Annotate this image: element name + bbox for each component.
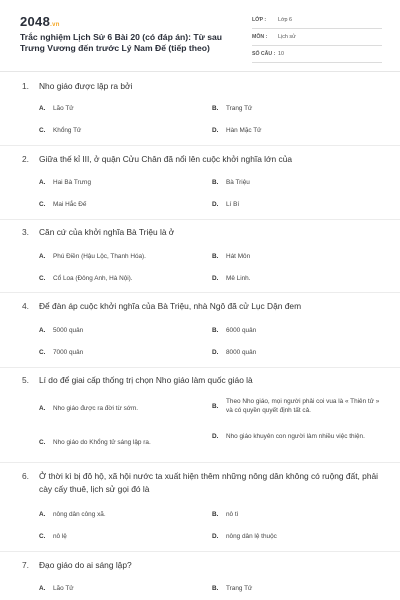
option-7a[interactable]	[39, 584, 199, 593]
option-1d[interactable]	[212, 126, 382, 135]
option-letter: C.	[39, 349, 46, 356]
page-title: Trắc nghiệm Lịch Sử 6 Bài 20 (có đáp án): Từ sau Trưng Vương đến trước Lý Nam Đế (tiếp theo)	[20, 32, 223, 53]
question-number: 6.	[22, 471, 29, 481]
option-letter: D.	[212, 275, 219, 282]
option-text: nô tì	[226, 511, 239, 518]
option-5b[interactable]	[212, 397, 382, 415]
option-letter: B.	[212, 253, 219, 260]
meta-label: SỐ CÂU :	[252, 51, 276, 57]
question-number: 1.	[22, 81, 29, 91]
question-number: 5.	[22, 375, 29, 385]
option-text: nông dân lệ thuộc	[226, 533, 277, 540]
option-letter: D.	[212, 349, 219, 356]
page-header	[20, 10, 382, 68]
option-text: Hát Môn	[226, 253, 251, 260]
option-6a[interactable]	[39, 510, 199, 519]
option-letter: D.	[212, 201, 219, 208]
option-letter: A.	[39, 405, 46, 412]
logo-suffix: .vn	[50, 22, 60, 28]
option-text: 5000 quân	[53, 327, 84, 334]
option-3b[interactable]	[212, 252, 382, 261]
meta-value: Lịch sử	[278, 34, 296, 40]
option-letter: D.	[212, 433, 219, 440]
option-4a[interactable]	[39, 326, 199, 335]
option-letter: C.	[39, 127, 46, 134]
option-letter: C.	[39, 439, 46, 446]
option-6c[interactable]	[39, 532, 199, 541]
question-7	[22, 559, 382, 572]
option-text: Lão Tử	[53, 585, 74, 592]
option-3d[interactable]	[212, 274, 382, 283]
option-text: 8000 quân	[226, 349, 257, 356]
option-4b[interactable]	[212, 326, 382, 335]
option-7b[interactable]	[212, 584, 382, 593]
question-number: 2.	[22, 154, 29, 164]
option-letter: B.	[212, 402, 219, 410]
option-3c[interactable]	[39, 274, 199, 283]
option-letter: D.	[212, 533, 219, 540]
option-text: Phú Điền (Hậu Lộc, Thanh Hóa).	[53, 253, 146, 260]
question-number: 7.	[22, 560, 29, 570]
option-letter: B.	[212, 179, 219, 186]
option-text: Nho giáo do Khổng tử sáng lập ra.	[53, 439, 151, 446]
meta-row-subject	[252, 29, 382, 46]
question-number: 3.	[22, 227, 29, 237]
option-text: Mai Hắc Đế	[53, 201, 87, 208]
question-divider	[0, 462, 400, 463]
option-2d[interactable]	[212, 200, 382, 209]
option-4c[interactable]	[39, 348, 199, 357]
option-letter: B.	[212, 511, 219, 518]
question-divider	[0, 367, 400, 368]
question-text: Lí do để giai cấp thống trị chọn Nho giáo làm quốc giáo là	[39, 375, 253, 385]
option-2a[interactable]	[39, 178, 199, 187]
meta-value: 10	[278, 51, 284, 57]
option-letter: A.	[39, 585, 46, 592]
option-text: Mê Linh.	[226, 275, 251, 282]
option-text: 7000 quân	[53, 349, 84, 356]
question-text: Căn cứ của khởi nghĩa Bà Triệu là ở	[39, 227, 175, 237]
option-text: Hàn Mặc Tử	[226, 127, 262, 134]
option-6d[interactable]	[212, 532, 382, 541]
question-divider	[0, 219, 400, 220]
question-divider	[0, 145, 400, 146]
option-letter: B.	[212, 105, 219, 112]
option-text: Bà Triệu	[226, 179, 250, 186]
option-text: Trang Tử	[226, 585, 253, 592]
option-text: Cổ Loa (Đông Anh, Hà Nội).	[53, 275, 133, 282]
option-6b[interactable]	[212, 510, 382, 519]
option-letter: D.	[212, 127, 219, 134]
option-letter: A.	[39, 105, 46, 112]
question-text: Giữa thế kỉ III, ở quận Cửu Chân đã nổi lên cuộc khởi nghĩa lớn của	[39, 154, 293, 164]
option-1b[interactable]	[212, 104, 382, 113]
question-divider	[0, 292, 400, 293]
meta-value: Lớp 6	[278, 17, 293, 23]
logo-main: 2048	[20, 14, 51, 29]
option-letter: A.	[39, 253, 46, 260]
question-3	[22, 226, 382, 239]
option-2b[interactable]	[212, 178, 382, 187]
question-text: Để đàn áp cuộc khởi nghĩa của Bà Triệu, nhà Ngô đã cử Lục Dận đem	[39, 301, 302, 311]
question-5	[22, 374, 382, 387]
question-1	[22, 80, 382, 93]
meta-row-count	[252, 46, 382, 63]
quiz-meta	[252, 12, 382, 63]
meta-label: MÔN :	[252, 34, 268, 40]
question-number: 4.	[22, 301, 29, 311]
option-letter: B.	[212, 585, 219, 592]
question-text: Đạo giáo do ai sáng lập?	[39, 560, 132, 570]
meta-row-class	[252, 12, 382, 29]
option-4d[interactable]	[212, 348, 382, 357]
question-6	[22, 470, 382, 495]
option-5a[interactable]	[39, 404, 199, 413]
option-text: nông dân công xã.	[53, 511, 106, 518]
meta-label: LỚP :	[252, 17, 267, 23]
question-divider	[0, 551, 400, 552]
option-letter: C.	[39, 533, 46, 540]
option-letter: A.	[39, 179, 46, 186]
option-text: Lão Tử	[53, 105, 74, 112]
option-5d[interactable]	[212, 432, 382, 441]
header-divider	[0, 71, 400, 72]
option-letter: C.	[39, 201, 46, 208]
option-text: Lí Bí	[226, 201, 240, 208]
option-1a[interactable]	[39, 104, 199, 113]
question-4	[22, 300, 382, 313]
option-text: Hai Bà Trưng	[53, 179, 92, 186]
site-logo[interactable]	[20, 14, 60, 29]
option-letter: A.	[39, 327, 46, 334]
question-text: Nho giáo được lập ra bởi	[39, 81, 133, 91]
option-letter: C.	[39, 275, 46, 282]
option-5c[interactable]	[39, 438, 199, 447]
option-text: 6000 quân	[226, 327, 257, 334]
option-text: Trang Tử	[226, 105, 253, 112]
question-2	[22, 153, 382, 166]
option-3a[interactable]	[39, 252, 199, 261]
option-text: Khổng Tử	[53, 127, 82, 134]
option-2c[interactable]	[39, 200, 199, 209]
option-letter: A.	[39, 511, 46, 518]
option-text: nô lệ	[53, 533, 67, 540]
option-1c[interactable]	[39, 126, 199, 135]
option-text: Nho giáo được ra đời từ sớm.	[53, 405, 139, 412]
question-text: Ở thời kì bị đô hộ, xã hội nước ta xuất hiện thêm những nông dân không có ruộng đất, phải cày cấy thuê, lịch sử gọi đó là	[39, 471, 379, 494]
option-text: Nho giáo khuyên con người làm nhiều việc thiện.	[226, 433, 365, 440]
option-letter: B.	[212, 327, 219, 334]
option-text: Theo Nho giáo, mọi người phải coi vua là « Thiên tử » và có quyền quyết định tất cả.	[226, 398, 380, 414]
